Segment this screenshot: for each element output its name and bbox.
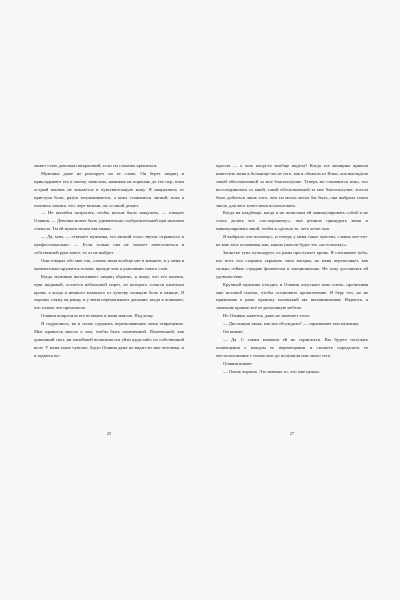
right-page-text <box>216 162 368 375</box>
paragraph: — Очень хорошо. Это именно то, что мне нужно. <box>223 368 321 374</box>
paragraph: Когда на кладбище, когда я не позволяла ей манипулировать собой и не стала делать все «по-хорошему», она решила принудить меня и манипулировать мной, чтобы я сделала то, чего хочет она. <box>216 210 368 232</box>
paragraph: — Не пытайся потрогать, чтобы нельзя было нащупать, — говорит Оливия. — Девочка может быть удивительно сообразительной при наличии стимула. Ты ей нужен тихим как мышь. <box>34 210 184 232</box>
paragraph: Крупный мужчина отходит, и Оливия отпускает мою плечо, протягивая мне носовой платок, чтобы остановить кровотечение. Я беру его, но не прижимаю к ране, провожу маленький акт неповиновения. Надеюсь, я запачкаю кровью всё ее роскошную мебель. <box>216 281 368 311</box>
paragraph: Мужчина даже не реагирует на ее слова. Он берет шприц и прикладывает его к моему запястью, нажимая на поршень до тех пор, пока острый кончик не вонзается в чувствительную кожу. Я напрягаюсь от приступа боли, разум затуманивается, а кожа становится липкой, пока я пытаюсь понять, что, черт возьми, он со мной делает. <box>34 170 184 208</box>
paragraph: Я выбрала «по-плохому», и теперь у меня такое чувство, словно вот-это-не мне злое оплачивая, как, каким ужасом будет это «по-плохому». <box>216 234 368 248</box>
paragraph: — Дистанция такая, как мы обсуждали? — спрашивает она мужчину. <box>223 321 360 327</box>
paragraph: Но Оливия, кажется, даже не замечает этого. <box>223 313 311 319</box>
paragraph: Когда мужчина вытаскивает шприц обратно, я вижу, что его кончик, едва видимый, остается небольшой порез, из которого сочатся капельки крови, а когда я немного влажного от чувству сильную боль в мышце, Я моргаю, гляжу на ранку, и у меня перехватывает дыхание, когда я понимаю, что только что произошло. <box>34 273 184 311</box>
left-page-text <box>34 162 184 360</box>
paragraph: Запястье тупо пульсирует, из раны проступает кровь. Я стискиваю зубы, изо всех сил стараясь скрывать свои эмоции, но меня переполняет, как сильно сейчас страдаю физически и эмоционально. Не хочу доставлять ей удовольствие. <box>216 249 368 279</box>
paragraph: Оливия кивает. <box>223 360 253 366</box>
paragraph: — Да, мэм, — отвечает мужчина, его низкий голос звучит отрывисто и профессионально. — Если только она не захочет повеселиться в собственной руке вовсе, то от не выйдет. <box>34 234 184 255</box>
left-page-number: 25 <box>106 431 112 436</box>
paragraph: Оливия попросила его вставить в меня маячок. Под кожу. <box>41 313 154 319</box>
paragraph: просом — а хоть когда-то вообще видела? Когда эта женщина пришла навестить меня в больнице после того, как я сбежала от Ильи, она выглядела такой обеспокоенной за мое благополучие. Теперь же становится ясно, что воссоединилась со мной, такой обеспокоенной за мое благополучие, хотела быть добиться лишь того, чем ты могла могла бы быть, она выбрала точно знала, для чего хочет меня использовать. <box>216 163 368 208</box>
paragraph: может стать довольно некрасивой, если ты станешь крепиться. <box>34 163 158 168</box>
paragraph: Я содрогаюсь, не в силах сдержать переполняющее меня отвращение. Мне нравится мысль о том, чтобы быть помеченной. Помеченной, как домашний скот, ни малейшей возможности уйти куда-либо по собственной воле. У меня такое чувство, будто Оливия даже не видит во мне человека, и я задаюсь во- <box>34 321 184 358</box>
paragraph: Он кивает. <box>223 329 244 335</box>
right-page <box>200 0 400 600</box>
right-page-number: 27 <box>289 431 295 436</box>
paragraph: — Да. С таким маячком ей не спрятаться. Вы будете получать оповещения о каждом ее перемещении и сможете определить ее местоположение с точностью до полумили или около того. <box>216 336 368 358</box>
paragraph: Они говорят обо мне так, словно меня вообще нет в комнате, и у меня в моментально кружится голова, прежде чем я улавливаю смысл слов. <box>34 257 184 271</box>
